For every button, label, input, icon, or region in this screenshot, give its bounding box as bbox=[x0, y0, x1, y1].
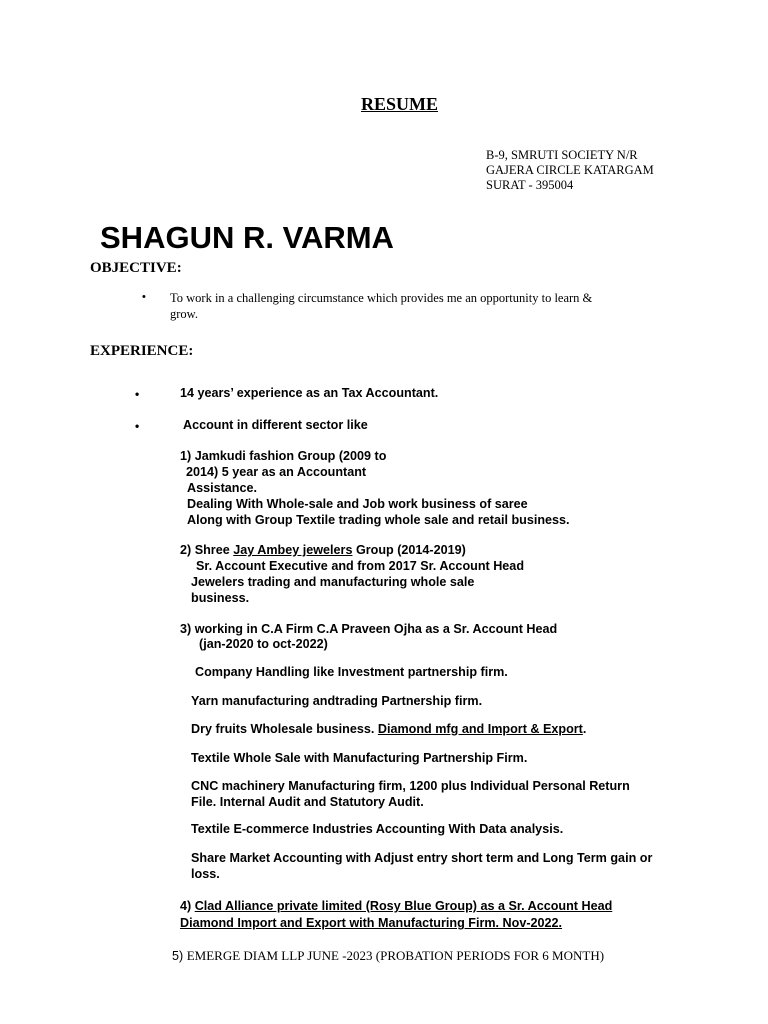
item1-line-4: Dealing With Whole-sale and Job work business of saree bbox=[187, 497, 528, 511]
item4-line-2: Diamond Import and Export with Manufacturing Firm. Nov-2022. bbox=[180, 916, 563, 930]
item2-line-1 bbox=[180, 543, 466, 557]
item2-line-3: Jewelers trading and manufacturing whole sale bbox=[191, 575, 475, 589]
item1-line-1: 1) Jamkudi fashion Group (2009 to bbox=[180, 449, 387, 463]
objective-text-line-1: To work in a challenging circumstance which provides me an opportunity to learn & bbox=[170, 291, 593, 305]
experience-bullet-1: • bbox=[135, 387, 140, 401]
address-line-3: SURAT - 395004 bbox=[486, 178, 574, 192]
item3-share-line-1: Share Market Accounting with Adjust entry short term and Long Term gain or bbox=[191, 851, 653, 865]
objective-text-line-2: grow. bbox=[170, 307, 199, 321]
item5-text: EMERGE DIAM LLP JUNE -2023 (PROBATION PERIODS FOR 6 MONTH) bbox=[186, 948, 605, 963]
item1-line-2: 2014) 5 year as an Accountant bbox=[186, 465, 367, 479]
item3-cnc-line-1: CNC machinery Manufacturing firm, 1200 plus Individual Personal Return bbox=[191, 779, 630, 793]
item3-line-2: (jan-2020 to oct-2022) bbox=[199, 637, 328, 651]
item3-share-line-2: loss. bbox=[191, 867, 220, 881]
item5-line bbox=[172, 948, 604, 964]
item1-line-3: Assistance. bbox=[187, 481, 258, 495]
candidate-name: SHAGUN R. VARMA bbox=[100, 220, 394, 255]
item3-line-1: 3) working in C.A Firm C.A Praveen Ojha as a Sr. Account Head bbox=[180, 622, 558, 636]
item3-ecommerce: Textile E-commerce Industries Accounting With Data analysis. bbox=[191, 822, 564, 836]
item3-diamond-underlined: Diamond mfg and Import & Export bbox=[377, 722, 583, 736]
item3-company-handling: Company Handling like Investment partnership firm. bbox=[195, 665, 508, 679]
address-line-2: GAJERA CIRCLE KATARGAM bbox=[486, 163, 654, 177]
item3-cnc-line-2: File. Internal Audit and Statutory Audit. bbox=[191, 795, 424, 809]
item3-textile: Textile Whole Sale with Manufacturing Partnership Firm. bbox=[191, 751, 528, 765]
address-line-1: B-9, SMRUTI SOCIETY N/R bbox=[486, 148, 638, 162]
experience-heading: EXPERIENCE: bbox=[90, 343, 194, 359]
experience-bullet-2: • bbox=[135, 419, 140, 433]
objective-heading: OBJECTIVE: bbox=[90, 260, 182, 276]
item2-prefix: 2) Shree bbox=[180, 543, 234, 557]
item4-line-1 bbox=[180, 899, 612, 913]
item1-line-5: Along with Group Textile trading whole sale and retail business. bbox=[187, 513, 570, 527]
experience-sectors: Account in different sector like bbox=[183, 418, 368, 432]
item2-line-2: Sr. Account Executive and from 2017 Sr. Account Head bbox=[196, 559, 525, 573]
item3-dry-prefix: Dry fruits Wholesale business. bbox=[191, 722, 378, 736]
resume-title: RESUME bbox=[361, 94, 439, 114]
item3-dry-fruits bbox=[191, 722, 586, 736]
experience-years: 14 years’ experience as an Tax Accountant. bbox=[180, 386, 439, 400]
item3-dry-suffix: . bbox=[582, 722, 587, 736]
item2-suffix: Group (2014-2019) bbox=[352, 543, 466, 557]
item2-company-underlined: Jay Ambey jewelers bbox=[233, 543, 353, 557]
item4-company-underlined: Clad Alliance private limited (Rosy Blue Group) as a Sr. Account Head bbox=[194, 899, 613, 913]
item4-prefix: 4) bbox=[180, 899, 195, 913]
item2-line-4: business. bbox=[191, 591, 250, 605]
objective-bullet: • bbox=[142, 291, 146, 303]
item5-prefix: 5) bbox=[172, 949, 187, 963]
item3-yarn: Yarn manufacturing andtrading Partnership firm. bbox=[191, 694, 483, 708]
